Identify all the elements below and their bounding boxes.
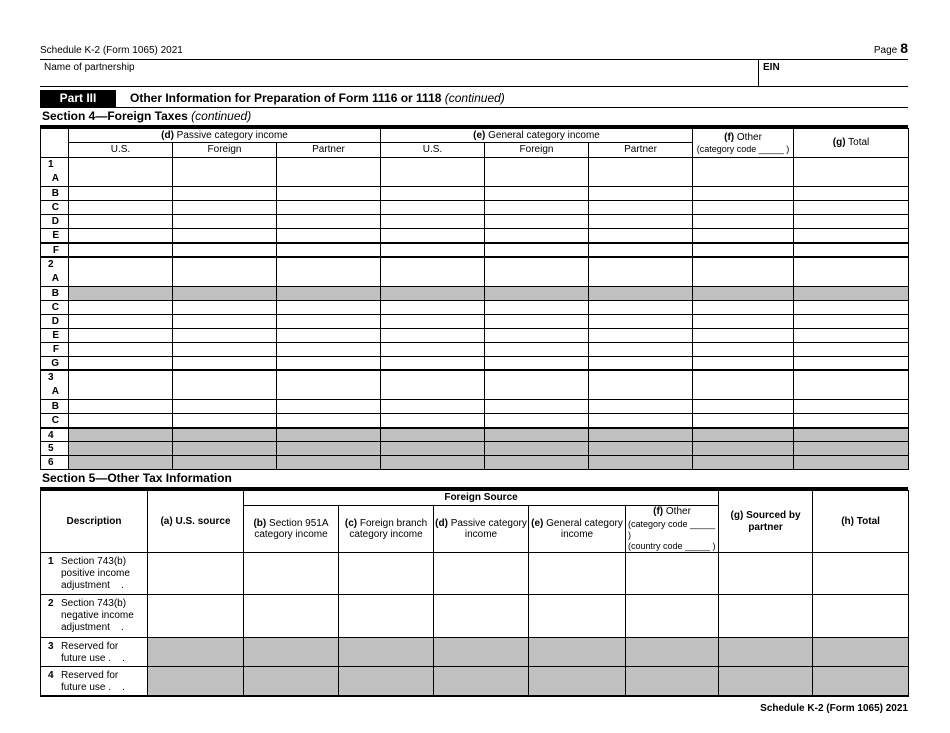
name-ein-row	[40, 60, 908, 87]
section5-row	[41, 667, 909, 696]
data-cell[interactable]	[626, 553, 719, 595]
section5-row	[41, 553, 909, 595]
data-cell	[148, 638, 244, 667]
data-cell[interactable]	[693, 229, 794, 243]
data-cell[interactable]	[381, 300, 485, 314]
data-cell	[381, 286, 485, 300]
data-cell[interactable]	[485, 215, 589, 229]
data-cell[interactable]	[485, 356, 589, 370]
data-cell	[485, 442, 589, 456]
data-cell	[148, 667, 244, 696]
data-cell[interactable]	[381, 243, 485, 257]
data-cell[interactable]	[277, 215, 381, 229]
data-cell[interactable]	[693, 414, 794, 428]
data-cell[interactable]	[277, 414, 381, 428]
row-description: 3 Reserved for future use . .	[41, 638, 148, 667]
row-label: F	[41, 243, 69, 257]
data-cell[interactable]	[277, 300, 381, 314]
row-label: 2 A	[41, 257, 69, 287]
data-cell	[813, 667, 909, 696]
section4-row	[41, 229, 909, 243]
data-cell[interactable]	[693, 356, 794, 370]
data-cell[interactable]	[277, 400, 381, 414]
data-cell[interactable]	[173, 356, 277, 370]
row-label: B	[41, 187, 69, 201]
part3-title-text: Other Information for Preparation of Form 1116 or 1118	[130, 91, 442, 105]
data-cell[interactable]	[589, 215, 693, 229]
data-cell[interactable]	[69, 215, 173, 229]
name-of-partnership-field[interactable]	[40, 60, 758, 86]
data-cell[interactable]	[173, 158, 277, 187]
data-cell	[173, 442, 277, 456]
data-cell[interactable]	[148, 595, 244, 638]
section4-body	[41, 158, 909, 470]
passive-category-group-header: (d) Passive category income	[69, 129, 381, 143]
data-cell	[693, 442, 794, 456]
data-cell[interactable]	[69, 314, 173, 328]
data-cell[interactable]	[794, 328, 909, 342]
data-cell[interactable]	[277, 257, 381, 287]
passive-category-column-header: (d) Passive category income	[434, 506, 529, 553]
data-cell[interactable]	[589, 201, 693, 215]
row-label: F	[41, 342, 69, 356]
data-cell[interactable]	[277, 187, 381, 201]
row-label: C	[41, 201, 69, 215]
data-cell[interactable]	[589, 356, 693, 370]
data-cell[interactable]	[381, 356, 485, 370]
data-cell[interactable]	[589, 229, 693, 243]
row-label: 1 A	[41, 158, 69, 187]
row-label: C	[41, 300, 69, 314]
data-cell[interactable]	[693, 300, 794, 314]
data-cell[interactable]	[693, 342, 794, 356]
data-cell	[434, 667, 529, 696]
data-cell[interactable]	[693, 257, 794, 287]
section5-title-text: Section 5—Other Tax Information	[42, 471, 232, 485]
data-cell[interactable]	[69, 229, 173, 243]
data-cell	[381, 442, 485, 456]
section4-row	[41, 201, 909, 215]
ein-label: EIN	[763, 62, 780, 73]
data-cell	[589, 428, 693, 442]
data-cell[interactable]	[589, 314, 693, 328]
data-cell[interactable]	[485, 414, 589, 428]
data-cell[interactable]	[589, 328, 693, 342]
data-cell[interactable]	[381, 187, 485, 201]
us-source-column-header: (a) U.S. source	[148, 491, 244, 553]
data-cell[interactable]	[277, 229, 381, 243]
data-cell[interactable]	[485, 314, 589, 328]
data-cell	[339, 638, 434, 667]
data-cell[interactable]	[719, 553, 813, 595]
data-cell	[589, 442, 693, 456]
data-cell[interactable]	[485, 400, 589, 414]
data-cell[interactable]	[693, 370, 794, 400]
data-cell	[69, 456, 173, 470]
page-number: 8	[900, 40, 908, 56]
data-cell[interactable]	[626, 595, 719, 638]
data-cell[interactable]	[589, 257, 693, 287]
data-cell	[589, 286, 693, 300]
section4-row	[41, 328, 909, 342]
data-cell[interactable]	[381, 342, 485, 356]
data-cell[interactable]	[434, 553, 529, 595]
data-cell[interactable]	[794, 414, 909, 428]
data-cell[interactable]	[485, 229, 589, 243]
section4-row	[41, 215, 909, 229]
data-cell[interactable]	[485, 370, 589, 400]
data-cell	[813, 638, 909, 667]
data-cell[interactable]	[381, 328, 485, 342]
data-cell[interactable]	[69, 328, 173, 342]
row-label: E	[41, 229, 69, 243]
section4-title	[40, 108, 908, 128]
data-cell	[277, 456, 381, 470]
data-cell[interactable]	[69, 257, 173, 287]
data-cell	[719, 638, 813, 667]
section4-continued: (continued)	[187, 109, 252, 123]
data-cell[interactable]	[173, 187, 277, 201]
data-cell	[244, 638, 339, 667]
data-cell[interactable]	[589, 370, 693, 400]
data-cell[interactable]	[693, 201, 794, 215]
data-cell[interactable]	[794, 400, 909, 414]
general-category-group-header: (e) General category income	[381, 129, 693, 143]
data-cell	[626, 638, 719, 667]
general-category-column-header: (e) General category income	[529, 506, 626, 553]
data-cell[interactable]	[173, 229, 277, 243]
data-cell	[485, 286, 589, 300]
section5-row	[41, 595, 909, 638]
data-cell[interactable]	[244, 553, 339, 595]
data-cell	[69, 428, 173, 442]
us-column-header: U.S.	[69, 143, 173, 158]
total-column-header: (g) Total	[794, 129, 909, 158]
row-label: D	[41, 215, 69, 229]
data-cell[interactable]	[794, 257, 909, 287]
data-cell	[485, 428, 589, 442]
section4-row	[41, 370, 909, 400]
data-cell[interactable]	[794, 370, 909, 400]
form-content	[40, 40, 908, 714]
data-cell[interactable]	[69, 201, 173, 215]
other-column-header: (f) Other (category code _____ )	[693, 129, 794, 158]
data-cell[interactable]	[173, 342, 277, 356]
row-label: B	[41, 286, 69, 300]
data-cell[interactable]	[381, 257, 485, 287]
data-cell	[485, 456, 589, 470]
data-cell[interactable]	[794, 243, 909, 257]
form-header	[40, 40, 908, 60]
data-cell[interactable]	[381, 314, 485, 328]
sourced-by-partner-column-header: (g) Sourced by partner	[719, 491, 813, 553]
data-cell[interactable]	[693, 400, 794, 414]
data-cell[interactable]	[381, 158, 485, 187]
row-label: 3 A	[41, 370, 69, 400]
data-cell[interactable]	[589, 400, 693, 414]
data-cell[interactable]	[277, 201, 381, 215]
data-cell[interactable]	[173, 300, 277, 314]
partner-column-header: Partner	[277, 143, 381, 158]
data-cell	[173, 428, 277, 442]
data-cell	[381, 456, 485, 470]
data-cell[interactable]	[69, 300, 173, 314]
section4-row	[41, 456, 909, 470]
data-cell[interactable]	[485, 158, 589, 187]
data-cell[interactable]	[277, 314, 381, 328]
foreign-branch-column-header: (c) Foreign branch category income	[339, 506, 434, 553]
data-cell	[794, 442, 909, 456]
section5-body	[41, 553, 909, 696]
row-label: G	[41, 356, 69, 370]
data-cell[interactable]	[589, 158, 693, 187]
data-cell	[277, 286, 381, 300]
section4-row	[41, 428, 909, 442]
section4-row	[41, 158, 909, 187]
other-column-header: (f) Other (category code _____ ) (country code _____ )	[626, 506, 719, 553]
row-label: B	[41, 400, 69, 414]
data-cell	[626, 667, 719, 696]
data-cell	[529, 667, 626, 696]
data-cell[interactable]	[173, 400, 277, 414]
part3-badge: Part III	[40, 90, 116, 107]
section4-row	[41, 257, 909, 287]
data-cell[interactable]	[173, 314, 277, 328]
data-cell	[381, 428, 485, 442]
row-description: 1 Section 743(b) positive income adjustment .	[41, 553, 148, 595]
foreign-source-group-header: Foreign Source	[244, 491, 719, 506]
data-cell[interactable]	[794, 158, 909, 187]
data-cell[interactable]	[693, 243, 794, 257]
data-cell[interactable]	[589, 300, 693, 314]
footer-text: Schedule K-2 (Form 1065) 2021	[760, 702, 908, 714]
data-cell[interactable]	[381, 201, 485, 215]
data-cell	[589, 456, 693, 470]
data-cell[interactable]	[381, 400, 485, 414]
data-cell[interactable]	[794, 356, 909, 370]
data-cell[interactable]	[277, 243, 381, 257]
data-cell[interactable]	[794, 342, 909, 356]
section5-title	[40, 470, 908, 490]
data-cell[interactable]	[794, 229, 909, 243]
row-label: 4	[41, 428, 69, 442]
data-cell[interactable]	[434, 595, 529, 638]
row-label: C	[41, 414, 69, 428]
data-cell[interactable]	[69, 414, 173, 428]
partner-column-header: Partner	[589, 143, 693, 158]
data-cell[interactable]	[589, 414, 693, 428]
data-cell[interactable]	[794, 215, 909, 229]
ein-field[interactable]	[758, 60, 908, 86]
data-cell[interactable]	[381, 414, 485, 428]
data-cell[interactable]	[277, 370, 381, 400]
data-cell[interactable]	[485, 243, 589, 257]
data-cell	[277, 428, 381, 442]
data-cell	[529, 638, 626, 667]
section4-row	[41, 400, 909, 414]
data-cell	[693, 456, 794, 470]
data-cell	[434, 638, 529, 667]
section4-row	[41, 342, 909, 356]
data-cell[interactable]	[339, 595, 434, 638]
section4-title-text: Section 4—Foreign Taxes	[42, 109, 188, 123]
data-cell[interactable]	[485, 342, 589, 356]
data-cell[interactable]	[381, 370, 485, 400]
data-cell[interactable]	[69, 243, 173, 257]
data-cell	[719, 667, 813, 696]
data-cell[interactable]	[693, 314, 794, 328]
data-cell[interactable]	[69, 187, 173, 201]
data-cell[interactable]	[173, 370, 277, 400]
data-cell[interactable]	[69, 400, 173, 414]
page-label: Page	[873, 45, 898, 56]
total-column-header: (h) Total	[813, 491, 909, 553]
data-cell[interactable]	[794, 201, 909, 215]
data-cell[interactable]	[485, 257, 589, 287]
row-label: 6	[41, 456, 69, 470]
section4-row	[41, 300, 909, 314]
data-cell[interactable]	[148, 553, 244, 595]
data-cell[interactable]	[69, 370, 173, 400]
data-cell[interactable]	[244, 595, 339, 638]
data-cell[interactable]	[693, 328, 794, 342]
row-description: 4 Reserved for future use . .	[41, 667, 148, 696]
data-cell	[693, 428, 794, 442]
section5-table	[40, 490, 909, 697]
section5-row	[41, 638, 909, 667]
section4-row	[41, 286, 909, 300]
part3-header	[40, 90, 908, 108]
data-cell[interactable]	[529, 595, 626, 638]
part3-title	[116, 90, 505, 107]
data-cell[interactable]	[813, 595, 909, 638]
data-cell[interactable]	[589, 187, 693, 201]
data-cell[interactable]	[589, 243, 693, 257]
data-cell[interactable]	[794, 314, 909, 328]
row-label: E	[41, 328, 69, 342]
data-cell[interactable]	[173, 215, 277, 229]
form-id-text: Schedule K-2 (Form 1065) 2021	[40, 45, 183, 56]
data-cell	[794, 428, 909, 442]
data-cell	[339, 667, 434, 696]
data-cell[interactable]	[485, 187, 589, 201]
data-cell	[69, 442, 173, 456]
data-cell[interactable]	[277, 328, 381, 342]
data-cell[interactable]	[173, 201, 277, 215]
data-cell[interactable]	[173, 243, 277, 257]
data-cell[interactable]	[277, 158, 381, 187]
section4-row	[41, 243, 909, 257]
page-indicator	[874, 40, 908, 56]
row-label: 5	[41, 442, 69, 456]
data-cell	[173, 456, 277, 470]
section-951a-column-header: (b) Section 951A category income	[244, 506, 339, 553]
data-cell[interactable]	[693, 158, 794, 187]
data-cell[interactable]	[485, 328, 589, 342]
data-cell[interactable]	[69, 158, 173, 187]
data-cell[interactable]	[277, 342, 381, 356]
section4-row	[41, 356, 909, 370]
section4-row	[41, 414, 909, 428]
data-cell[interactable]	[529, 553, 626, 595]
name-label: Name of partnership	[44, 62, 135, 73]
data-cell	[794, 456, 909, 470]
foreign-column-header: Foreign	[485, 143, 589, 158]
data-cell[interactable]	[485, 201, 589, 215]
section4-row	[41, 314, 909, 328]
data-cell	[244, 667, 339, 696]
data-cell[interactable]	[277, 356, 381, 370]
data-cell	[693, 286, 794, 300]
data-cell[interactable]	[173, 257, 277, 287]
data-cell[interactable]	[719, 595, 813, 638]
data-cell	[69, 286, 173, 300]
data-cell[interactable]	[794, 300, 909, 314]
data-cell[interactable]	[173, 414, 277, 428]
data-cell	[794, 286, 909, 300]
data-cell[interactable]	[173, 328, 277, 342]
section4-row	[41, 187, 909, 201]
row-label-column-header	[41, 129, 69, 158]
data-cell[interactable]	[693, 215, 794, 229]
data-cell[interactable]	[693, 187, 794, 201]
row-label: D	[41, 314, 69, 328]
data-cell[interactable]	[813, 553, 909, 595]
data-cell[interactable]	[69, 342, 173, 356]
data-cell[interactable]	[339, 553, 434, 595]
part3-continued: (continued)	[441, 91, 505, 105]
us-column-header: U.S.	[381, 143, 485, 158]
section4-table	[40, 128, 909, 470]
data-cell	[277, 442, 381, 456]
data-cell[interactable]	[69, 356, 173, 370]
data-cell[interactable]	[381, 215, 485, 229]
data-cell[interactable]	[589, 342, 693, 356]
data-cell[interactable]	[381, 229, 485, 243]
foreign-column-header: Foreign	[173, 143, 277, 158]
data-cell	[173, 286, 277, 300]
section4-row	[41, 442, 909, 456]
row-description: 2 Section 743(b) negative income adjustment .	[41, 595, 148, 638]
description-column-header: Description	[41, 491, 148, 553]
data-cell[interactable]	[485, 300, 589, 314]
data-cell[interactable]	[794, 187, 909, 201]
